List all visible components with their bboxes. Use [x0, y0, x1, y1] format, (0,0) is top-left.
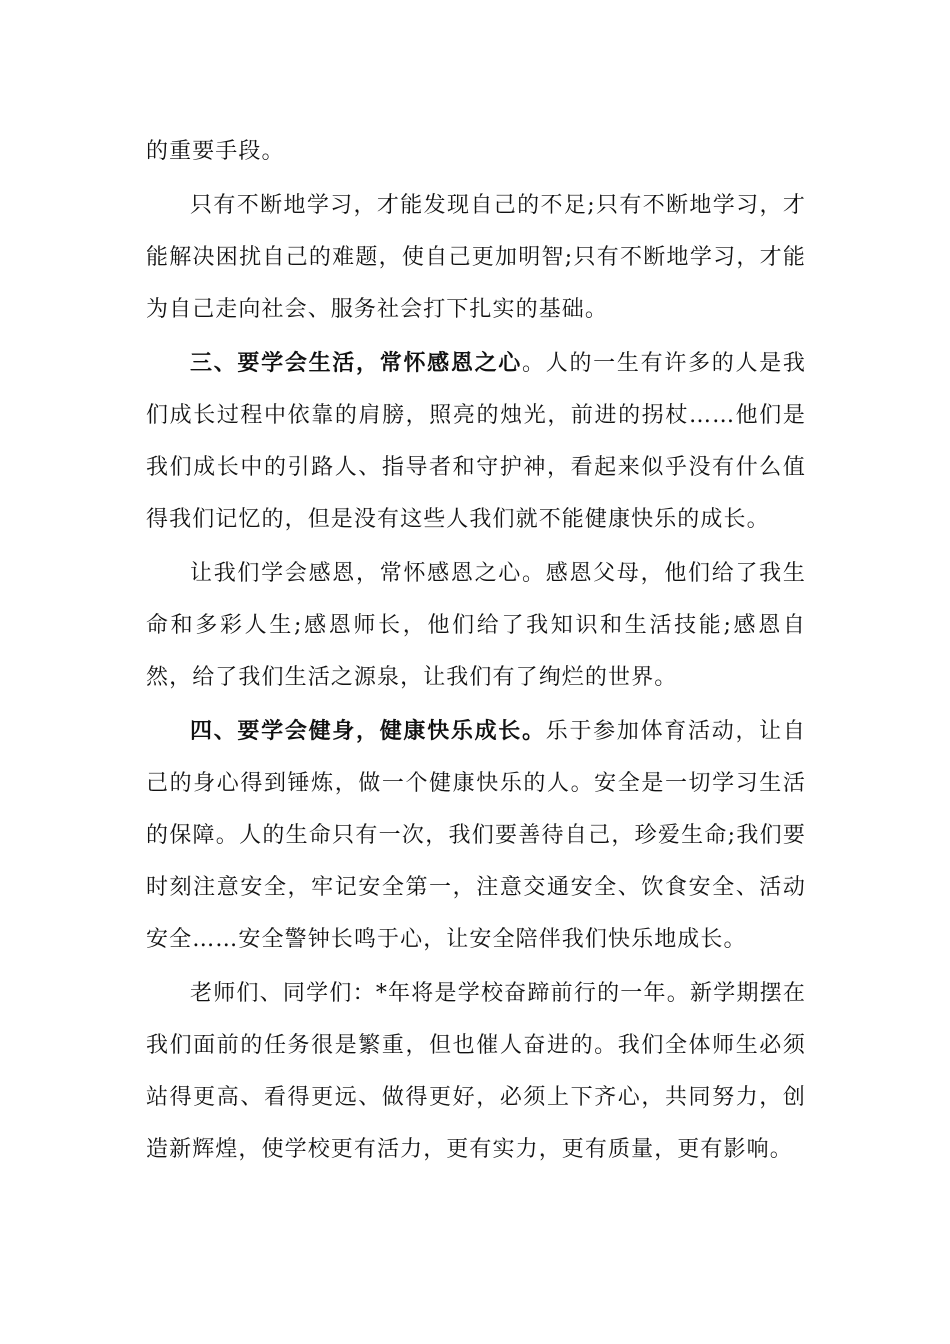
paragraph-4	[146, 548, 806, 706]
paragraph-2	[146, 180, 806, 338]
section-four-heading: 四、要学会健身，健康快乐成长。	[190, 719, 546, 744]
paragraph-3	[146, 338, 806, 548]
paragraph-1-text: 的重要手段。	[146, 139, 285, 164]
paragraph-5	[146, 706, 806, 968]
paragraph-3-text: 。人的一生有许多的人是我们成长过程中依靠的肩膀，照亮的烛光，前进的拐杖……他们是我们成长中的引路人、指导者和守护神，看起来似乎没有什么值得我们记忆的，但是没有这些人我们就不能健康快乐的成长。	[146, 351, 807, 532]
paragraph-2-text: 只有不断地学习，才能发现自己的不足;只有不断地学习，才能解决困扰自己的难题，使自己更加明智;只有不断地学习，才能为自己走向社会、服务社会打下扎实的基础。	[146, 193, 806, 322]
paragraph-4-text: 让我们学会感恩，常怀感恩之心。感恩父母，他们给了我生命和多彩人生;感恩师长，他们给了我知识和生活技能;感恩自然，给了我们生活之源泉，让我们有了绚烂的世界。	[146, 561, 806, 690]
document-body	[146, 126, 806, 1178]
paragraph-1	[146, 126, 806, 180]
section-three-heading: 三、要学会生活，常怀感恩之心	[190, 351, 523, 376]
paragraph-6-text: 老师们、同学们：*年将是学校奋蹄前行的一年。新学期摆在我们面前的任务很是繁重，但也催人奋进的。我们全体师生必须站得更高、看得更远、做得更好，必须上下齐心，共同努力，创造新辉煌，使学校更有活力，更有实力，更有质量，更有影响。	[146, 981, 806, 1162]
paragraph-5-text: 乐于参加体育活动，让自己的身心得到锤炼，做一个健康快乐的人。安全是一切学习生活的保障。人的生命只有一次，我们要善待自己，珍爱生命;我们要时刻注意安全，牢记安全第一，注意交通安全、饮食安全、活动安全……安全警钟长鸣于心，让安全陪伴我们快乐地成长。	[146, 719, 806, 952]
paragraph-6	[146, 968, 806, 1178]
